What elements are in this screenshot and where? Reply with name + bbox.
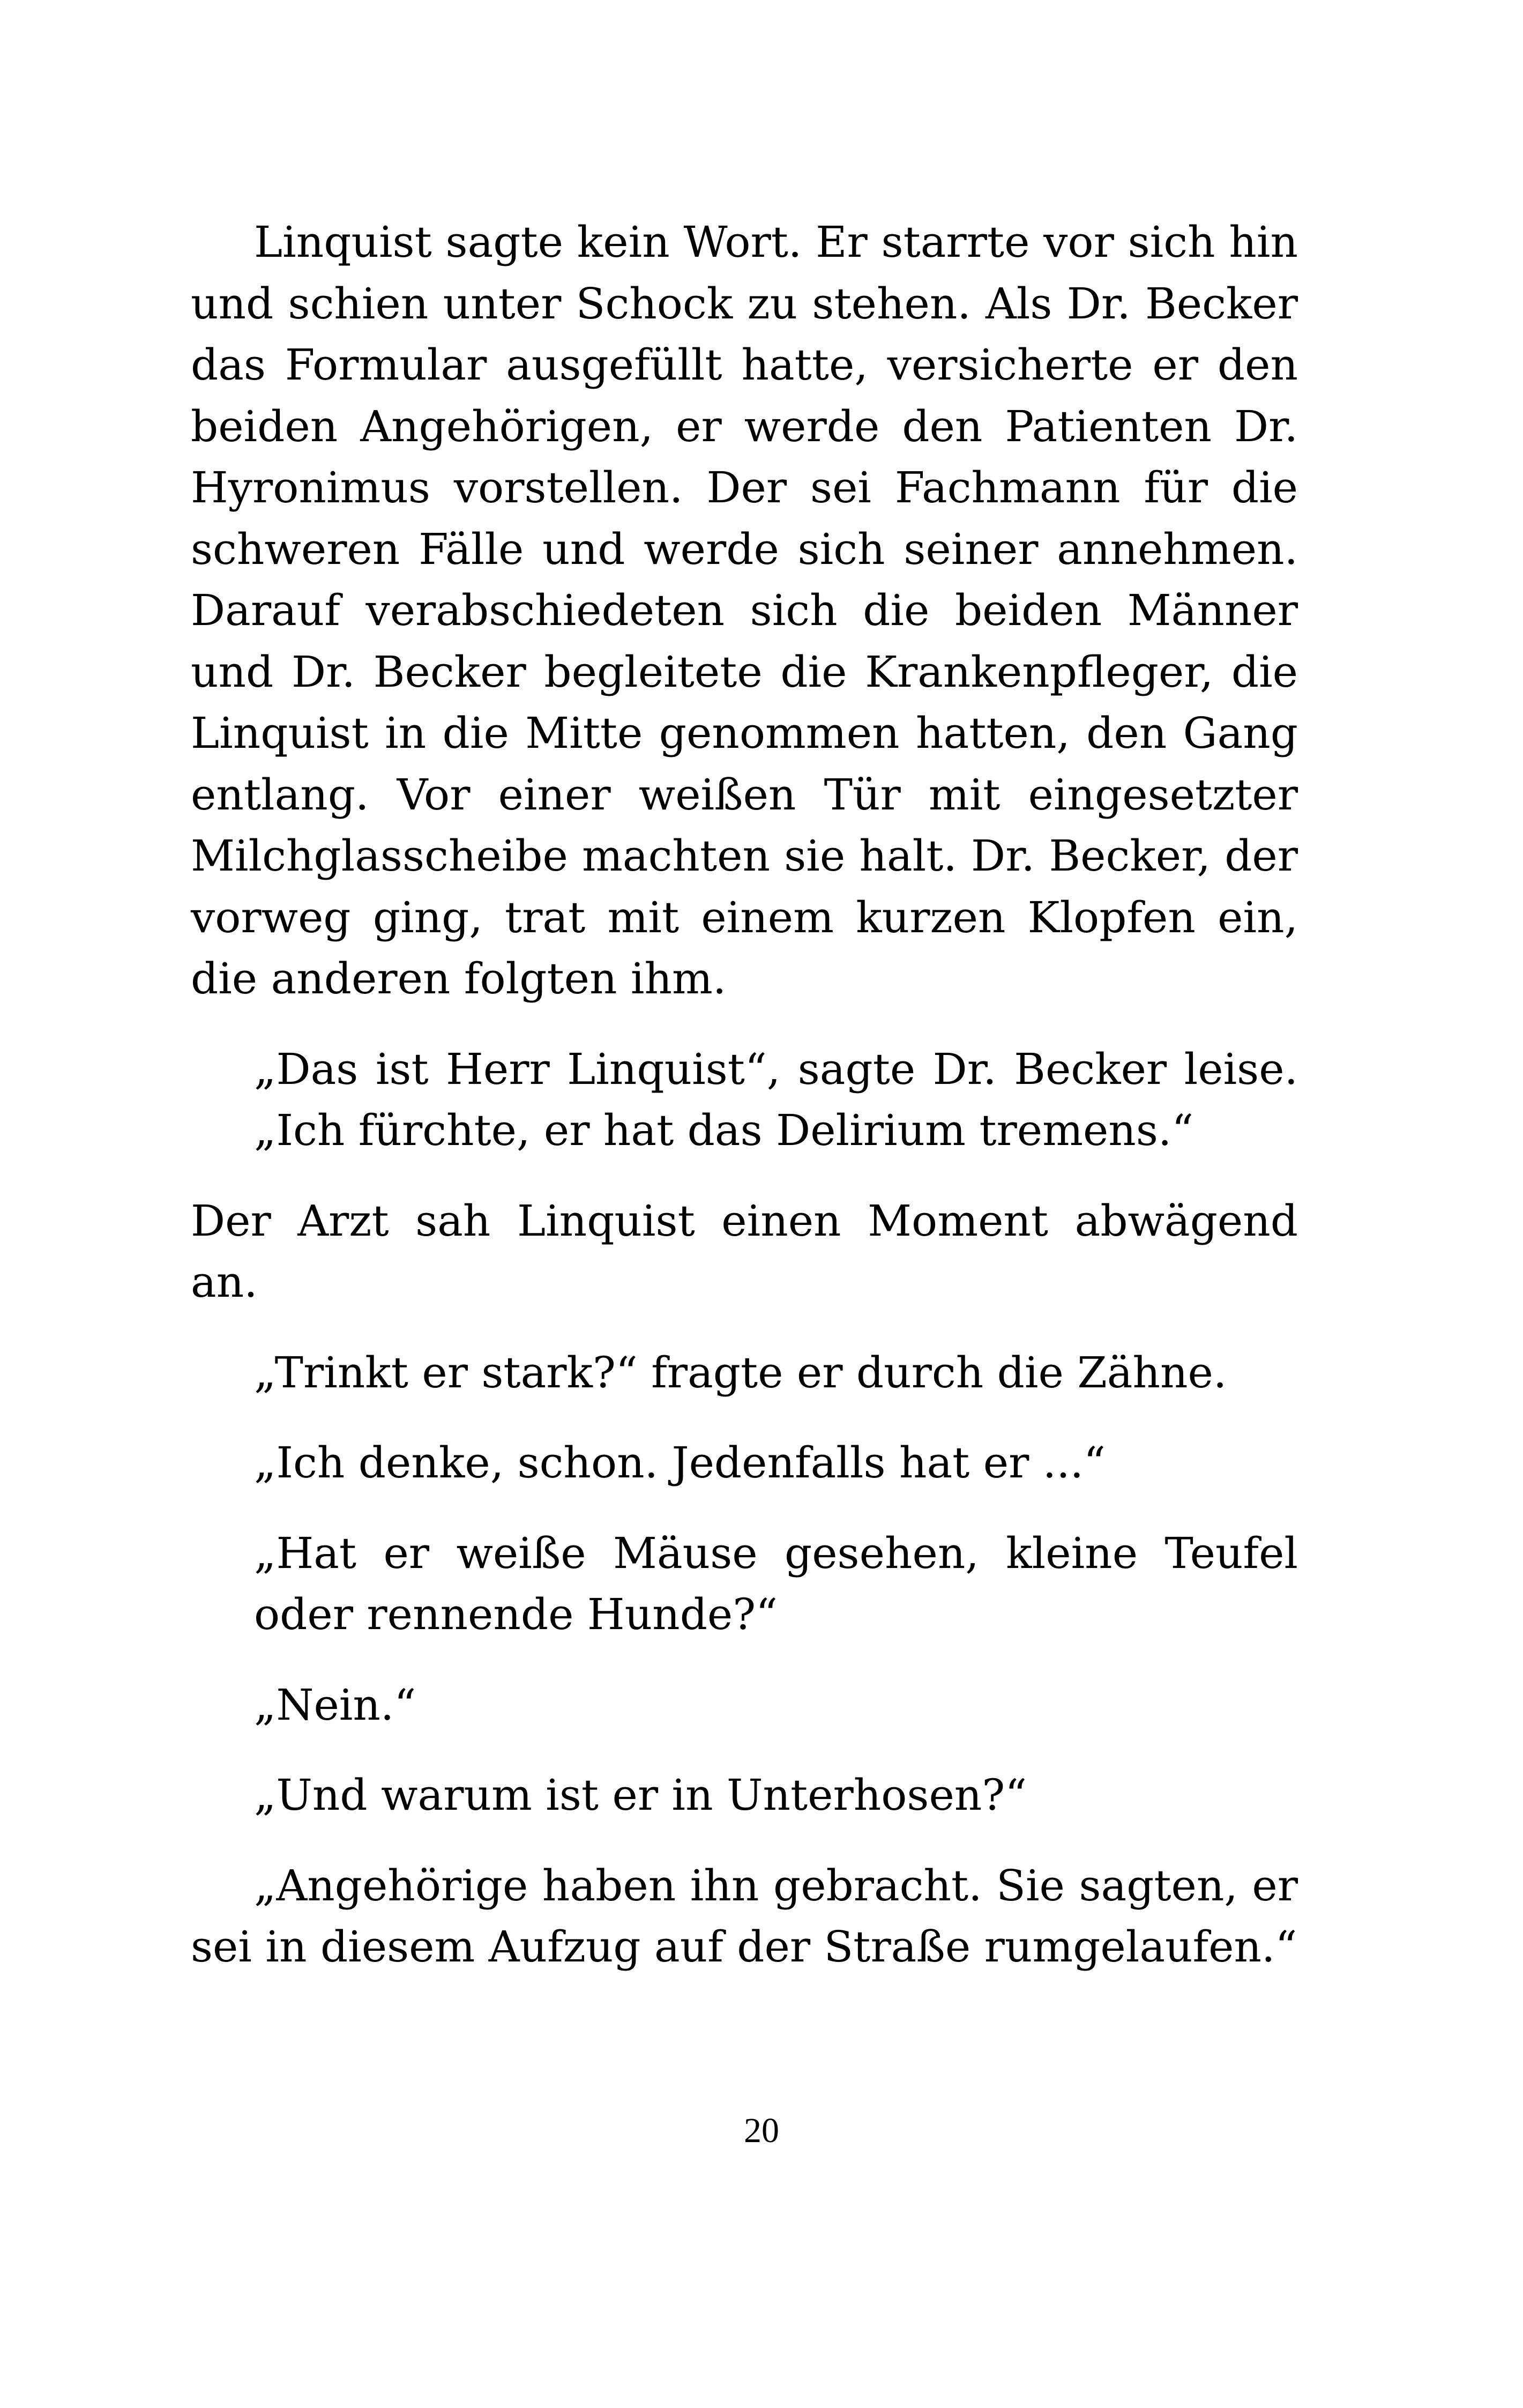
- paragraph-dialog-2: „Trinkt er stark?“ fragte er durch die Zähne.: [254, 1347, 1227, 1398]
- paragraph-gap: [191, 1162, 1298, 1191]
- paragraph-dialog-1: „Das ist Herr Linquist“, sagte Dr. Becker leise. „Ich fürchte, er hat das Delirium tremens.“: [254, 1044, 1298, 1155]
- paragraph-gap: [191, 1313, 1298, 1342]
- paragraph-dialog-3: „Ich denke, schon. Jedenfalls hat er ...“: [254, 1438, 1106, 1488]
- page-number: 20: [744, 2111, 779, 2150]
- paragraph-gap: [191, 1826, 1298, 1855]
- paragraph-dialog-7: „Angehörige haben ihn gebracht. Sie sagten, er sei in diesem Aufzug auf der Straße rumgelaufen.“: [191, 1860, 1298, 1972]
- paragraph-dialog-6: „Und warum ist er in Unterhosen?“: [254, 1770, 1027, 1820]
- paragraph-dialog-4: „Hat er weiße Mäuse gesehen, kleine Teufel oder rennende Hunde?“: [254, 1528, 1298, 1639]
- body-text: [191, 212, 1298, 1978]
- paragraph-gap: [191, 1736, 1298, 1765]
- paragraph-gap: [191, 1010, 1298, 1039]
- paragraph-narration-1: Linquist sagte kein Wort. Er starrte vor sich hin und schien unter Schock zu stehen. Als Dr. Becker das Formular ausgefüllt hatte, versicherte er den beiden Angehörigen, er werde den Patienten Dr. Hyronimus vorstellen. Der sei Fachmann für die schweren Fälle und werde sich seiner annehmen. Darauf verabschiedeten sich die beiden Männer und Dr. Becker begleitete die Krankenpfleger, die Linquist in die Mitte genommen hatten, den Gang entlang. Vor einer weißen Tür mit eingesetzter Milchglasscheibe machten sie halt. Dr. Becker, der vorweg ging, trat mit einem kurzen Klopfen ein, die anderen folgten ihm.: [191, 217, 1298, 1004]
- paragraph-gap: [191, 1646, 1298, 1675]
- paragraph-gap: [191, 1494, 1298, 1523]
- paragraph-gap: [191, 1403, 1298, 1432]
- paragraph-dialog-5: „Nein.“: [254, 1679, 416, 1730]
- paragraph-narration-2: Der Arzt sah Linquist einen Moment abwägend an.: [191, 1195, 1298, 1307]
